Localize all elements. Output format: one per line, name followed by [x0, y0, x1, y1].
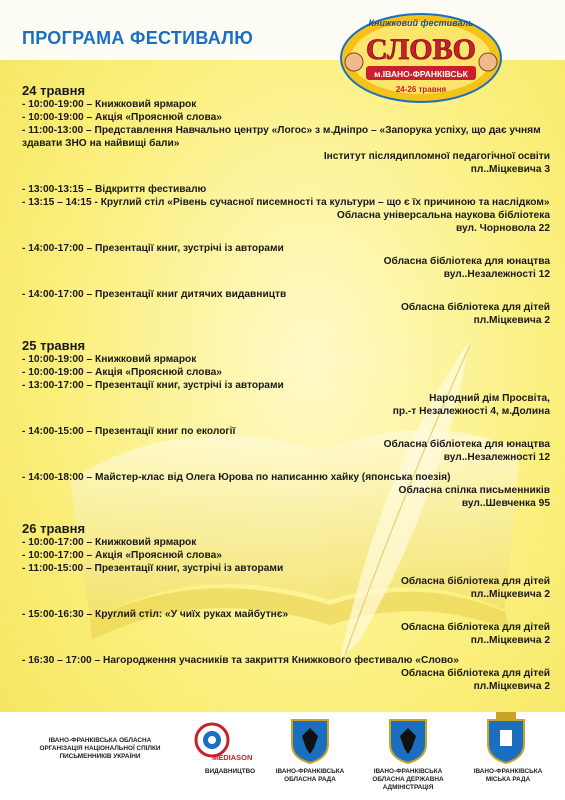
event-location: Обласна бібліотека для дітей — [400, 622, 550, 633]
event-location: пр.-т Незалежності 4, м.Долина — [392, 406, 550, 417]
day-heading: 26 травня — [22, 521, 86, 536]
event-item: - 10:00-19:00 – Книжковий ярмарок — [22, 354, 197, 365]
partners-footer — [0, 712, 565, 800]
event-item: - 14:00-15:00 – Презентації книг по екології — [22, 426, 236, 437]
event-location: Обласна бібліотека для дітей — [400, 576, 550, 587]
event-location: вул. Чорновола 22 — [455, 223, 550, 234]
event-location: пл.Міцкевича 2 — [473, 681, 550, 692]
page-title: ПРОГРАМА ФЕСТИВАЛЮ — [22, 28, 254, 48]
event-location: Обласна універсальна наукова бібліотека — [336, 210, 550, 221]
event-location: Інститут післядипломної педагогічної освіти — [323, 151, 550, 162]
city-council-coat-of-arms-icon — [486, 712, 526, 764]
event-location: Обласна бібліотека для юнацтва — [383, 256, 550, 267]
spacer — [22, 176, 550, 183]
event-item: - 13:00-17:00 – Презентації книг, зустрічі із авторами — [22, 380, 284, 391]
spacer — [22, 647, 550, 654]
event-item: - 13:15 – 14:15 - Круглий стіл «Рівень сучасної писемності та культури – що є їх причиною та наслідком» — [22, 197, 550, 208]
day-heading: 24 травня — [22, 83, 86, 98]
svg-text:СЛОВО: СЛОВО — [366, 33, 476, 66]
writers-union-caption: ІВАНО-ФРАНКІВСЬКА ОБЛАСНА ОРГАНІЗАЦІЯ НАЦІОНАЛЬНОЇ СПІЛКИ ПИСЬМЕННИКІВ УКРАЇНИ — [39, 737, 161, 760]
event-item: - 10:00-19:00 – Акція «Прояснюй слова» — [22, 367, 222, 378]
svg-text:24-26 травня: 24-26 травня — [395, 85, 447, 94]
event-location: вул..Незалежності 12 — [443, 269, 550, 280]
event-item: - 14:00-17:00 – Презентації книг, зустрічі із авторами — [22, 243, 284, 254]
event-location: вул..Незалежності 12 — [443, 452, 550, 463]
spacer — [22, 281, 550, 288]
event-item: - 11:00-15:00 – Презентації книг, зустрічі із авторами — [22, 563, 284, 574]
spacer — [22, 601, 550, 608]
event-item: - 14:00-17:00 – Презентації книг дитячих видавництв — [22, 289, 287, 300]
city-council-caption: ІВАНО-ФРАНКІВСЬКА МІСЬКА РАДА — [473, 768, 543, 783]
svg-text:Книжковий фестиваль: Книжковий фестиваль — [368, 18, 474, 28]
event-item: - 10:00-17:00 – Акція «Прояснюй слова» — [22, 550, 222, 561]
day-heading: 25 травня — [22, 338, 86, 353]
state-administration-caption: ІВАНО-ФРАНКІВСЬКА ОБЛАСНА ДЕРЖАВНА АДМІНІСТРАЦІЯ — [372, 768, 444, 791]
event-location: вул..Шевченка 95 — [461, 498, 550, 509]
event-location: пл..Міцкевича 2 — [470, 635, 550, 646]
event-location: Обласна бібліотека для дітей — [400, 302, 550, 313]
event-item: - 15:00-16:30 – Круглий стіл: «У чиїх руках майбутнє» — [22, 609, 289, 620]
event-item: - 14:00-18:00 – Майстер-клас від Олега Юрова по написанню хайку (японська поезія) — [22, 472, 451, 483]
event-location: Народний дім Просвіта, — [429, 393, 550, 404]
event-item: - 16:30 – 17:00 – Нагородження учасників та закриття Книжкового фестивалю «Слово» — [22, 655, 459, 666]
event-item: - 10:00-19:00 – Книжковий ярмарок — [22, 99, 197, 110]
oblast-council-coat-of-arms-icon — [290, 718, 330, 764]
spacer — [22, 235, 550, 242]
event-item: - 11:00-13:00 – Представлення Навчально центру «Логос» з м.Дніпро – «Запорука успіху, що дає учням здавати ЗНО на найвищі бали» — [22, 125, 541, 149]
state-administration-coat-of-arms-icon — [388, 718, 428, 764]
event-location: Обласна бібліотека для юнацтва — [383, 439, 550, 450]
mediason-logo-text: MEDIASON — [212, 753, 253, 762]
event-location: пл..Міцкевича 3 — [470, 164, 550, 175]
spacer — [22, 418, 550, 425]
event-location: пл.Міцкевича 2 — [473, 315, 550, 326]
oblast-council-caption: ІВАНО-ФРАНКІВСЬКА ОБЛАСНА РАДА — [275, 768, 345, 783]
mediason-caption: ВИДАВНИЦТВО — [204, 768, 256, 775]
festival-program — [22, 84, 550, 693]
event-item: - 10:00-17:00 – Книжковий ярмарок — [22, 537, 197, 548]
event-location: Обласна бібліотека для дітей — [400, 668, 550, 679]
event-item: - 10:00-19:00 – Акція «Прояснюй слова» — [22, 112, 222, 123]
svg-text:м.ІВАНО-ФРАНКІВСЬК: м.ІВАНО-ФРАНКІВСЬК — [374, 69, 468, 79]
event-location: пл..Міцкевича 2 — [470, 589, 550, 600]
event-location: Обласна спілка письменників — [398, 485, 550, 496]
event-item: - 13:00-13:15 – Відкриття фестивалю — [22, 184, 207, 195]
spacer — [22, 464, 550, 471]
